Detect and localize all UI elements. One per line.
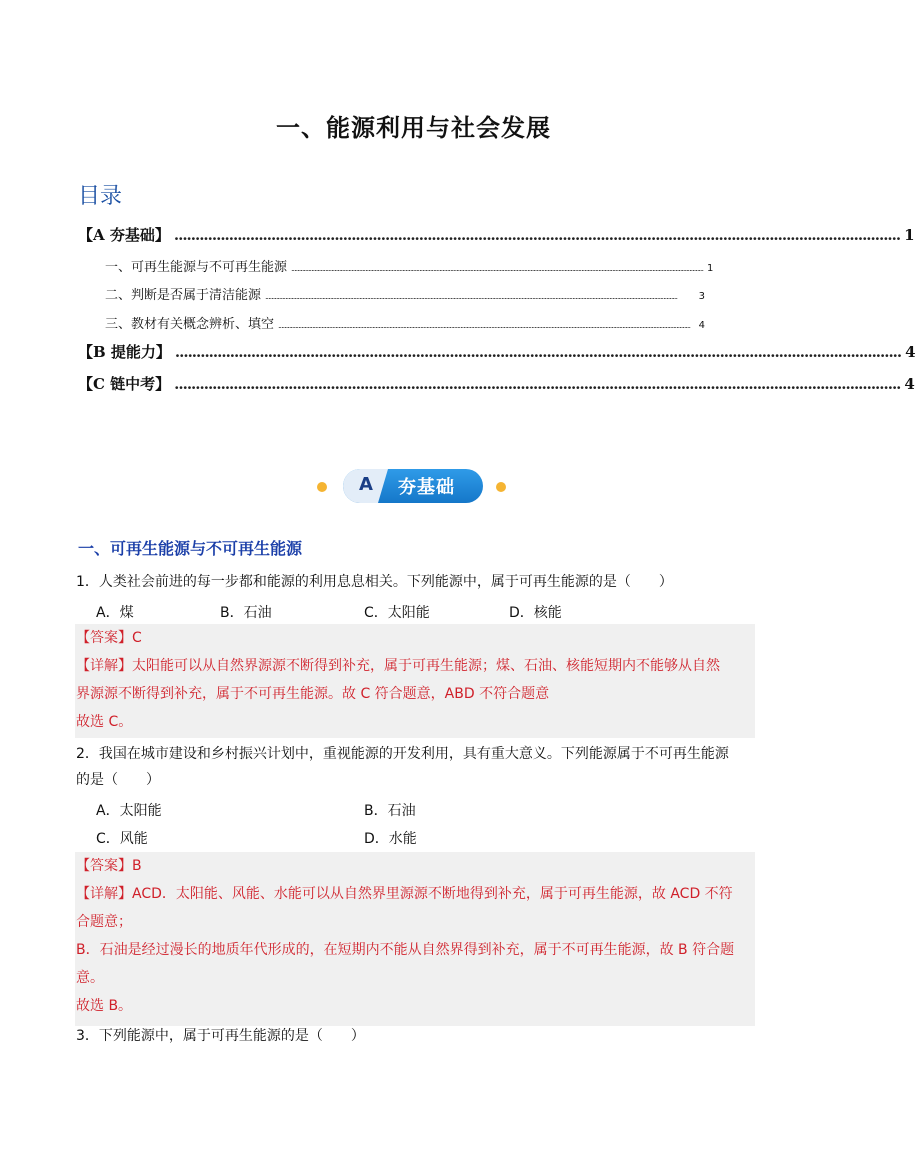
q2-detail-line: B．石油是经过漫长的地质年代形成的，在短期内不能从自然界得到补充，属于不可再生能源，故 B 符合题: [76, 942, 735, 958]
section-heading: 一、可再生能源与不可再生能源: [78, 539, 303, 558]
q1-option-a: A．煤: [96, 605, 134, 621]
toc-entry-label: 二、判断是否属于清洁能源: [105, 288, 262, 303]
q1-answer-box: [75, 624, 755, 738]
toc-entry[interactable]: [78, 341, 916, 362]
q1-option-b: B．石油: [220, 605, 272, 621]
toc-heading: 目录: [78, 184, 123, 209]
q2-option-d: D．水能: [364, 831, 417, 847]
toc-entry-label: 三、教材有关概念辨析、填空: [105, 317, 275, 332]
q2-detail-line: 合题意；: [76, 914, 132, 930]
toc-leader-dots: ...........................................................................................................................................................................................................................................................................: [265, 292, 677, 301]
toc-leader-dots: ............................................................................................................................................................................: [173, 226, 901, 244]
q2-detail-line: 【详解】ACD．太阳能、风能、水能可以从自然界里源源不断地得到补充，属于可再生能源，故 ACD 不符: [76, 886, 733, 902]
toc-entry[interactable]: [105, 313, 705, 332]
q1-option-c: C．太阳能: [364, 605, 430, 621]
toc-entry[interactable]: [78, 224, 915, 245]
toc-leader-dots: ...........................................................................................................................................................................................................................................................................: [278, 321, 690, 330]
q1-answer: 【答案】C: [76, 630, 142, 646]
q2-detail-line: 故选 B。: [76, 998, 133, 1014]
q1-option-d: D．核能: [509, 605, 562, 621]
toc-leader-dots: ...........................................................................................................................................................................................................................................................................: [291, 264, 703, 273]
banner-text: 夯基础: [398, 477, 455, 498]
toc-entry-page: 4: [904, 375, 915, 393]
q2-option-c: C．风能: [96, 831, 148, 847]
toc-entry-label: 一、可再生能源与不可再生能源: [105, 260, 288, 275]
q2-answer: 【答案】B: [76, 858, 142, 874]
toc-leader-dots: ............................................................................................................................................................................: [174, 343, 902, 361]
toc-entry-page: 3: [698, 291, 705, 302]
question-2-stem-line: 2．我国在城市建设和乡村振兴计划中，重视能源的开发利用，具有重大意义。下列能源属于不可再生能源: [76, 746, 729, 762]
question-1-stem: 1．人类社会前进的每一步都和能源的利用息息相关。下列能源中，属于可再生能源的是（ ）: [76, 574, 673, 590]
section-banner: [240, 466, 580, 506]
q1-detail-line: 界源源不断得到补充，属于不可再生能源。故 C 符合题意，ABD 不符合题意: [76, 686, 550, 702]
question-3-stem: 3．下列能源中，属于可再生能源的是（ ）: [76, 1028, 365, 1044]
q2-option-b: B．石油: [364, 803, 416, 819]
question-2-stem-line: 的是（ ）: [76, 772, 160, 788]
toc-entry-label: 【A 夯基础】: [78, 226, 170, 244]
toc-entry[interactable]: [105, 284, 705, 303]
toc-entry-page: 4: [698, 320, 705, 331]
q1-detail-line: 故选 C。: [76, 714, 133, 730]
toc-entry-page: 1: [707, 263, 714, 274]
toc-entry-page: 1: [904, 226, 915, 244]
toc-entry[interactable]: [105, 256, 714, 275]
q2-option-a: A．太阳能: [96, 803, 162, 819]
q2-detail-line: 意。: [76, 970, 104, 986]
q2-answer-box: [75, 852, 755, 1026]
page-title: 一、能源利用与社会发展: [276, 114, 551, 142]
toc-entry-label: 【B 提能力】: [78, 343, 171, 361]
toc-entry-page: 4: [905, 343, 916, 361]
banner-letter: A: [359, 474, 373, 495]
q1-detail-line: 【详解】太阳能可以从自然界源源不断得到补充，属于可再生能源；煤、石油、核能短期内不能够从自然: [76, 658, 720, 674]
toc-entry[interactable]: [78, 373, 915, 394]
toc-leader-dots: ............................................................................................................................................................................: [174, 375, 901, 393]
toc-entry-label: 【C 链中考】: [78, 375, 171, 393]
